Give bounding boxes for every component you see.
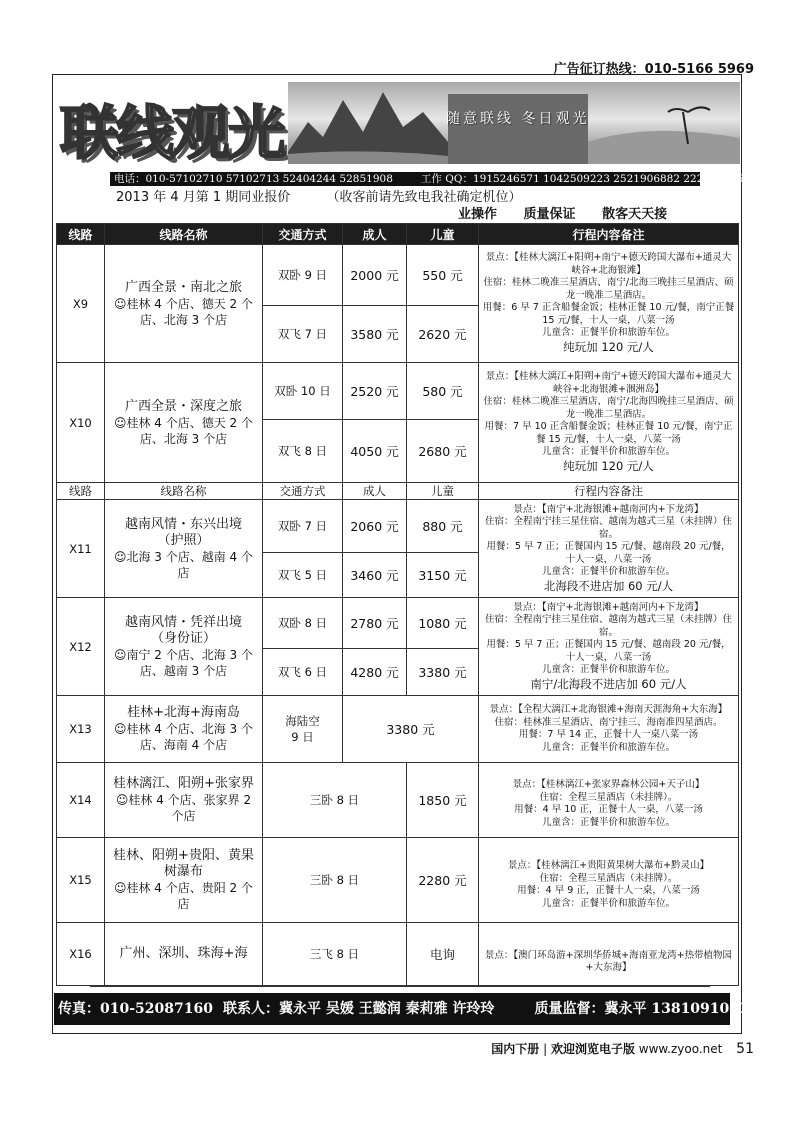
child-price: 580 元 — [407, 363, 479, 420]
note-line: 用餐：7 早 14 正，正餐十人一桌八菜一汤 — [518, 729, 699, 740]
transport: 海陆空 9 日 — [263, 696, 343, 763]
route-name: 桂林+北海+海南岛 — [127, 705, 240, 720]
note-line: 景点：【南宁+北海银滩+越南河内+下龙湾】 — [513, 601, 704, 613]
transport: 双飞 6 日 — [263, 649, 343, 696]
note-line: 儿童含：正餐半价和旅游车位。 — [541, 446, 675, 458]
note-line: 住宿：全程南宁挂三星住宿、越南为越式三星（未挂牌）住宿。 — [484, 516, 732, 540]
table-header — [57, 224, 739, 245]
subheader-adult: 成人 — [343, 483, 407, 500]
transport: 三卧 8 日 — [263, 838, 407, 923]
note-line: 用餐：7 早 10 正含船餐金饭；桂林正餐 10 元/餐，南宁正餐 15 元/餐，十人一桌，八菜一汤 — [484, 421, 733, 445]
route-shops: ☺桂林 4 个店、德天 2 个店、北海 3 个店 — [113, 415, 254, 446]
route-name-cell — [105, 838, 263, 923]
route-code: X15 — [57, 838, 105, 923]
note-line: 用餐：4 早 9 正，正餐十人一桌，八菜一汤 — [517, 885, 700, 896]
child-price: 2680 元 — [407, 420, 479, 483]
note-line: 儿童含：正餐半价和旅游车位。 — [541, 741, 675, 753]
route-name: 桂林漓江、阳朔+张家界 — [113, 776, 254, 791]
child-price: 3150 元 — [407, 553, 479, 598]
banner-slogan: 随意联线 冬日观光 — [446, 111, 590, 127]
note-line: 住宿：全程三星酒店（未挂牌）。 — [539, 872, 678, 884]
motto-3: 散客天天接 — [602, 207, 668, 222]
motto-2: 质量保证 — [523, 207, 576, 222]
price: 3380 元 — [343, 696, 479, 763]
route-name-cell — [105, 763, 263, 838]
child-price: 550 元 — [407, 245, 479, 306]
motto — [458, 203, 683, 222]
route-shops: ☺桂林 4 个店、北海 3 个店、海南 4 个店 — [113, 722, 254, 752]
motto-1: 业操作 — [458, 207, 498, 222]
price: 1850 元 — [407, 763, 479, 838]
transport: 双卧 8 日 — [263, 598, 343, 649]
child-price: 3380 元 — [407, 649, 479, 696]
subheader-transport: 交通方式 — [263, 483, 343, 500]
transport: 双飞 8 日 — [263, 420, 343, 483]
note-line: 景点：【桂林漓江+贵阳黄果树大瀑布+黔灵山】 — [507, 860, 710, 871]
table-row — [57, 763, 739, 838]
website-link[interactable]: www.zyoo.net — [638, 1042, 723, 1056]
table-row — [57, 245, 739, 306]
route-name: 越南风情・东兴出境 — [124, 516, 242, 532]
subheader-child: 儿童 — [407, 483, 479, 500]
divider — [90, 986, 710, 987]
contacts: 联系人：冀永平 吴媛 王懿润 秦莉雅 许玲玲 — [222, 1001, 495, 1017]
transport: 双卧 7 日 — [263, 500, 343, 553]
adult-price: 4050 元 — [343, 420, 407, 483]
transport: 三飞 8 日 — [263, 923, 407, 986]
transport: 双卧 9 日 — [263, 245, 343, 306]
note-line: 用餐：4 早 10 正，正餐十人一桌，八菜一汤 — [514, 804, 703, 815]
route-notes — [479, 696, 739, 763]
page-footer — [491, 1040, 754, 1057]
note-line: 儿童含：正餐半价和旅游车位。 — [541, 327, 675, 339]
route-name-cell — [105, 598, 263, 696]
route-shops: ☺北海 3 个店、越南 4 个店 — [113, 549, 254, 580]
child-price: 880 元 — [407, 500, 479, 553]
route-name-cell — [105, 923, 263, 986]
route-shops: ☺桂林 4 个店、贵阳 2 个店 — [113, 881, 254, 911]
adult-price: 2780 元 — [343, 598, 407, 649]
table-row — [57, 500, 739, 553]
child-price: 2620 元 — [407, 306, 479, 363]
welcome-text: 欢迎浏览电子版 — [550, 1042, 635, 1056]
adult-price: 2520 元 — [343, 363, 407, 420]
table-row — [57, 363, 739, 420]
route-name: 广州、深圳、珠海+海 — [119, 946, 248, 961]
note-line: 用餐：5 早 7 正；正餐国内 15 元/餐、越南段 20 元/餐，十人一桌，八菜一汤 — [486, 639, 731, 663]
route-notes — [479, 363, 739, 483]
table-row — [57, 838, 739, 923]
qq-numbers: 1915246571 1042509223 2521906882 2221220152 — [472, 173, 751, 185]
route-name: 桂林、阳朔+贵阳、黄果树瀑布 — [113, 848, 254, 879]
table-row — [57, 696, 739, 763]
subheader-name: 线路名称 — [105, 483, 263, 500]
issue-note: （收客前请先致电我社确定机位） — [326, 190, 522, 205]
scenic-photo — [288, 82, 740, 164]
note-line: 儿童含：正餐半价和旅游车位。 — [541, 816, 675, 828]
footer-bar — [54, 993, 759, 1025]
note-line: 景点：【南宁+北海银滩+越南河内+下龙湾】 — [513, 503, 704, 515]
note-line: 景点：【澳门环岛游+深圳华侨城+海南亚龙湾+热带植物园+大东海】 — [484, 949, 733, 973]
price-table — [56, 223, 739, 986]
route-name-cell — [105, 696, 263, 763]
note-extra: 北海段不进店加 60 元/人 — [543, 578, 674, 593]
header-code: 线路 — [57, 224, 105, 245]
transport: 双飞 5 日 — [263, 553, 343, 598]
adult-price: 2060 元 — [343, 500, 407, 553]
route-notes — [479, 763, 739, 838]
route-code: X9 — [57, 245, 105, 363]
transport: 三卧 8 日 — [263, 763, 407, 838]
note-line: 景点：【桂林漓江+张家界森林公园+天子山】 — [512, 779, 705, 790]
table-row — [57, 598, 739, 649]
note-line: 景点：【全程大漓江+北海银滩+海南天涯海角+大东海】 — [489, 704, 728, 715]
route-notes — [479, 838, 739, 923]
route-name-cell — [105, 363, 263, 483]
qq-label: 工作 QQ： — [420, 173, 473, 185]
route-name: 广西全景・南北之旅 — [124, 279, 242, 295]
route-name-2: （护照） — [157, 532, 210, 548]
separator: | — [543, 1042, 548, 1056]
route-code: X12 — [57, 598, 105, 696]
note-line: 景点：【桂林大漓江+阳朔+南宁+德天跨国大瀑布+通灵大峡谷+北海银滩+涠洲岛】 — [485, 371, 732, 395]
issue-title: 2013 年 4 月第 1 期同业报价 — [116, 190, 291, 205]
adult-price: 2000 元 — [343, 245, 407, 306]
route-name: 广西全景・深度之旅 — [124, 398, 242, 414]
note-line: 儿童含：正餐半价和旅游车位。 — [541, 566, 675, 577]
table-subheader — [57, 483, 739, 500]
header-transport: 交通方式 — [263, 224, 343, 245]
quality-supervision: 质量监督：冀永平 13810910436 — [534, 1001, 759, 1017]
route-notes — [479, 598, 739, 696]
route-name-cell — [105, 245, 263, 363]
note-line: 用餐：5 早 7 正；正餐国内 15 元/餐、越南段 20 元/餐，十人一桌，八菜一汤 — [486, 541, 731, 565]
route-notes — [479, 500, 739, 598]
subheader-notes: 行程内容备注 — [479, 483, 739, 500]
note-line: 儿童含：正餐半价和旅游车位。 — [541, 664, 675, 675]
child-price: 1080 元 — [407, 598, 479, 649]
route-shops: ☺桂林 4 个店、德天 2 个店、北海 3 个店 — [113, 296, 254, 327]
header-name: 线路名称 — [105, 224, 263, 245]
adult-price: 4280 元 — [343, 649, 407, 696]
route-name-2: （身份证） — [150, 630, 216, 646]
logo: 联线观光 — [60, 99, 285, 167]
adult-price: 3460 元 — [343, 553, 407, 598]
note-line: 住宿：桂林准三星酒店、南宁挂三、海南准四星酒店。 — [494, 716, 723, 728]
contact-strip — [110, 172, 751, 186]
route-notes — [479, 923, 739, 986]
route-name: 越南风情・凭祥出境 — [124, 614, 242, 630]
table-row — [57, 923, 739, 986]
route-shops: ☺南宁 2 个店、北海 3 个店、越南 3 个店 — [113, 647, 254, 678]
route-code: X13 — [57, 696, 105, 763]
subheader-code: 线路 — [57, 483, 105, 500]
route-name-cell — [105, 500, 263, 598]
route-shops: ☺桂林 4 个店、张家界 2 个店 — [115, 793, 252, 823]
route-code: X16 — [57, 923, 105, 986]
route-code: X14 — [57, 763, 105, 838]
route-code: X10 — [57, 363, 105, 483]
header-notes: 行程内容备注 — [479, 224, 739, 245]
adult-price: 3580 元 — [343, 306, 407, 363]
note-line: 住宿：桂林二晚准三星酒店、南宁/北海四晚挂三星酒店、硕龙一晚准二星酒店。 — [483, 396, 734, 420]
header-child: 儿童 — [407, 224, 479, 245]
ad-hotline: 广告征订热线：010-5166 5969 — [553, 62, 754, 77]
note-line: 住宿：全程南宁挂三星住宿、越南为越式三星（未挂牌）住宿。 — [484, 614, 732, 638]
note-line: 住宿：桂林二晚准三星酒店、南宁/北海三晚挂三星酒店、硕龙一晚准二星酒店。 — [483, 277, 734, 301]
phone-numbers: 010-57102710 57102713 52404244 52851908 — [145, 173, 393, 185]
route-notes — [479, 245, 739, 363]
fax: 传真：010-52087160 — [58, 1001, 213, 1017]
note-extra: 纯玩加 120 元/人 — [563, 458, 654, 473]
note-extra: 纯玩加 120 元/人 — [563, 339, 654, 354]
note-line: 景点：【桂林大漓江+阳朔+南宁+德天跨国大瀑布+通灵大峡谷+北海银滩】 — [485, 252, 732, 276]
price: 2280 元 — [407, 838, 479, 923]
section-name: 国内下册 — [491, 1042, 540, 1056]
header-adult: 成人 — [343, 224, 407, 245]
phone-label: 电话： — [114, 173, 146, 185]
transport: 双飞 7 日 — [263, 306, 343, 363]
note-line: 儿童含：正餐半价和旅游车位。 — [541, 897, 675, 909]
note-extra: 南宁/北海段不进店加 60 元/人 — [530, 676, 687, 691]
note-line: 用餐：6 早 7 正含船餐金饭；桂林正餐 10 元/餐，南宁正餐 15 元/餐，十人一桌，八菜一汤 — [482, 302, 735, 326]
route-code: X11 — [57, 500, 105, 598]
banner — [56, 80, 742, 172]
price: 电询 — [407, 923, 479, 986]
transport: 双卧 10 日 — [263, 363, 343, 420]
note-line: 住宿：全程三星酒店（未挂牌）。 — [539, 791, 678, 803]
page-number: 51 — [736, 1041, 754, 1057]
